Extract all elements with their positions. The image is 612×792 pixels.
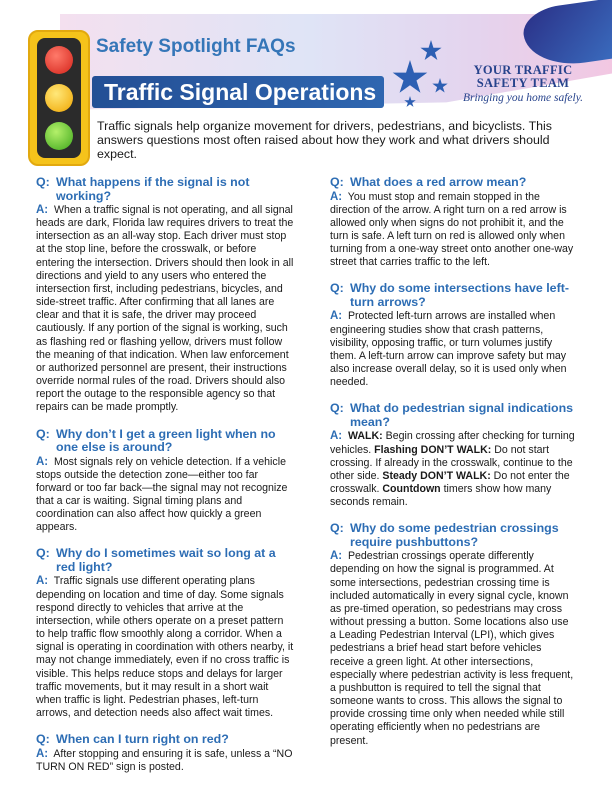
faq-answer xyxy=(36,748,294,774)
logo-tagline: Bringing you home safely. xyxy=(462,92,584,104)
right-column xyxy=(330,176,576,761)
question-text: Why do some pedestrian crossings require pushbuttons? xyxy=(350,521,559,549)
answer-text: Protected left-turn arrows are installed when engineering studies show that crash patterns, visibility, opposing traffic, or turn volumes justify them. A left-turn arrow can improve safety but may also increase overall delay, so it is used only when needed. xyxy=(330,310,567,389)
question-text: Why don’t I get a green light when no one else is around? xyxy=(56,426,276,454)
yellow-lamp-icon xyxy=(45,84,73,112)
q-label: Q: xyxy=(36,546,50,561)
a-label: A: xyxy=(36,747,49,760)
answer-text: After stopping and ensuring it is safe, unless a “NO TURN ON RED” sign is posted. xyxy=(36,747,293,773)
faq-answer xyxy=(330,550,576,747)
faq-answer xyxy=(330,191,576,270)
logo-name-line2: SAFETY TEAM xyxy=(476,76,570,90)
faq-question xyxy=(330,522,576,549)
walk-label: WALK: xyxy=(347,430,383,443)
faq-item xyxy=(330,176,576,269)
faq-question xyxy=(36,547,294,574)
faq-item xyxy=(330,522,576,747)
traffic-light-housing xyxy=(37,38,81,158)
q-label: Q: xyxy=(36,732,50,747)
a-label: A: xyxy=(330,190,343,203)
q-label: Q: xyxy=(330,401,344,416)
faq-answer xyxy=(330,310,576,389)
q-label: Q: xyxy=(330,521,344,536)
answer-text: When a traffic signal is not operating, and all signal heads are dark, Florida law requires drivers to treat the intersection as an all-way stop. Each driver must stop at the stop line, before the crosswalk, or before entering the intersection. Drivers should then look in all directions and yield to any users who entered the intersection first, including pedestrians, bicycles, and side-street traffic. After confirming that all lanes are clear and that it is safe, the driver may proceed cautiously. If any portion of the signal is working, such as flashing red or flashing yellow, drivers must follow the meaning of that indication. When law enforcement or authorized personnel are present, their instructions override normal rules of the road. Drivers should also report the outage to the responsible agency so that repairs can be made promptly. xyxy=(36,204,294,414)
team-logo xyxy=(458,64,588,104)
intro-paragraph: Traffic signals help organize movement for drivers, pedestrians, and bicyclists. This answers questions most often raised about how they work and what drivers should expect. xyxy=(97,119,552,161)
q-label: Q: xyxy=(330,281,344,296)
walk-text: Begin crossing after checking for turning vehicles. xyxy=(330,430,575,456)
kicker-heading: Safety Spotlight FAQs xyxy=(96,36,296,57)
faq-answer xyxy=(36,204,294,415)
faq-answer xyxy=(36,575,294,720)
a-label: A: xyxy=(36,575,49,588)
logo-name-line1: YOUR TRAFFIC xyxy=(473,63,573,77)
faq-item xyxy=(36,733,294,774)
faq-item xyxy=(36,176,294,415)
question-text: Why do some intersections have left-turn arrows? xyxy=(350,281,569,309)
answer-text: You must stop and remain stopped in the direction of the arrow. A right turn on a red arrow is allowed only when signs do not prohibit it, and the turn is safe. A left turn on red is allowed only when turning from a one-way street onto another one-way street that carries traffic to the left. xyxy=(330,190,574,269)
a-label: A: xyxy=(330,430,343,443)
faq-item xyxy=(36,428,294,535)
header-banner xyxy=(0,0,612,112)
faq-question xyxy=(330,402,576,429)
answer-text: Pedestrian crossings operate differently depending on how the signal is programmed. At some intersections, pedestrian crossing time is included automatically in every signal cycle, known as pre-timed operation, so pedestrians may cross without pressing a button. Some locations also use a Leading Pedestrian Interval (LPI), which gives pedestrians a brief head start before vehicles receive a green light. At other intersections, especially where pedestrian activity is less frequent, a pushbutton is required to tell the signal that someone wants to cross. This allows the signal to provide crossing time only when needed while still operating efficiently when no pedestrians are present. xyxy=(330,550,574,747)
answer-text: Most signals rely on vehicle detection. If a vehicle stops outside the detection zone—either too far forward or too far back—the signal may not recognize that a car is waiting. Signal timing plans and coordination can also affect how quickly a green appears. xyxy=(36,455,288,534)
faq-answer xyxy=(36,456,294,535)
question-text: What do pedestrian signal indications mean? xyxy=(350,401,574,429)
faq-question xyxy=(36,733,294,747)
answer-text: Traffic signals use different operating plans depending on location and time of day. Some signals respond directly to vehicles that arrive at the intersection, while others operate on a preset pattern to help traffic flow smoothly along a corridor. When a signal is operating in coordination with others nearby, it may not change immediately, even if no cross traffic is visible. This helps reduce stops and delays for larger traffic movements, but it may result in a short wait when traffic is light. Pedestrian phases, left-turn arrows, and detection needs also affect wait times. xyxy=(36,575,294,719)
question-text: What does a red arrow mean? xyxy=(350,175,527,189)
steady-dont-walk-label: Steady DON’T WALK: xyxy=(382,469,491,482)
faq-item xyxy=(36,547,294,720)
faq-question xyxy=(36,176,294,203)
question-text: Why do I sometimes wait so long at a red light? xyxy=(56,546,276,574)
steady-dont-walk-text: Do not enter the crosswalk. xyxy=(330,469,570,495)
red-lamp-icon xyxy=(45,46,73,74)
a-label: A: xyxy=(330,310,343,323)
a-label: A: xyxy=(36,204,49,216)
q-label: Q: xyxy=(36,426,50,441)
countdown-label: Countdown xyxy=(382,483,441,495)
traffic-light-icon xyxy=(28,30,90,166)
countdown-text: timers show how many seconds remain. xyxy=(330,483,552,509)
faq-answer xyxy=(330,430,576,509)
question-text: When can I turn right on red? xyxy=(56,732,229,747)
green-lamp-icon xyxy=(45,122,73,150)
flashing-dont-walk-text: Do not start crossing. If already in the crosswalk, continue to the other side. xyxy=(330,443,573,482)
faq-question xyxy=(330,176,576,190)
faq-item xyxy=(330,402,576,509)
left-column xyxy=(36,176,294,787)
title-bar xyxy=(92,76,384,108)
a-label: A: xyxy=(330,550,343,563)
flashing-dont-walk-label: Flashing DON’T WALK: xyxy=(374,443,492,456)
page-title: Traffic Signal Operations xyxy=(104,79,377,105)
a-label: A: xyxy=(36,455,49,468)
q-label: Q: xyxy=(36,175,50,189)
question-text: What happens if the signal is not working? xyxy=(56,175,250,203)
faq-item xyxy=(330,282,576,389)
q-label: Q: xyxy=(330,175,344,189)
faq-question xyxy=(330,282,576,309)
faq-question xyxy=(36,428,294,455)
